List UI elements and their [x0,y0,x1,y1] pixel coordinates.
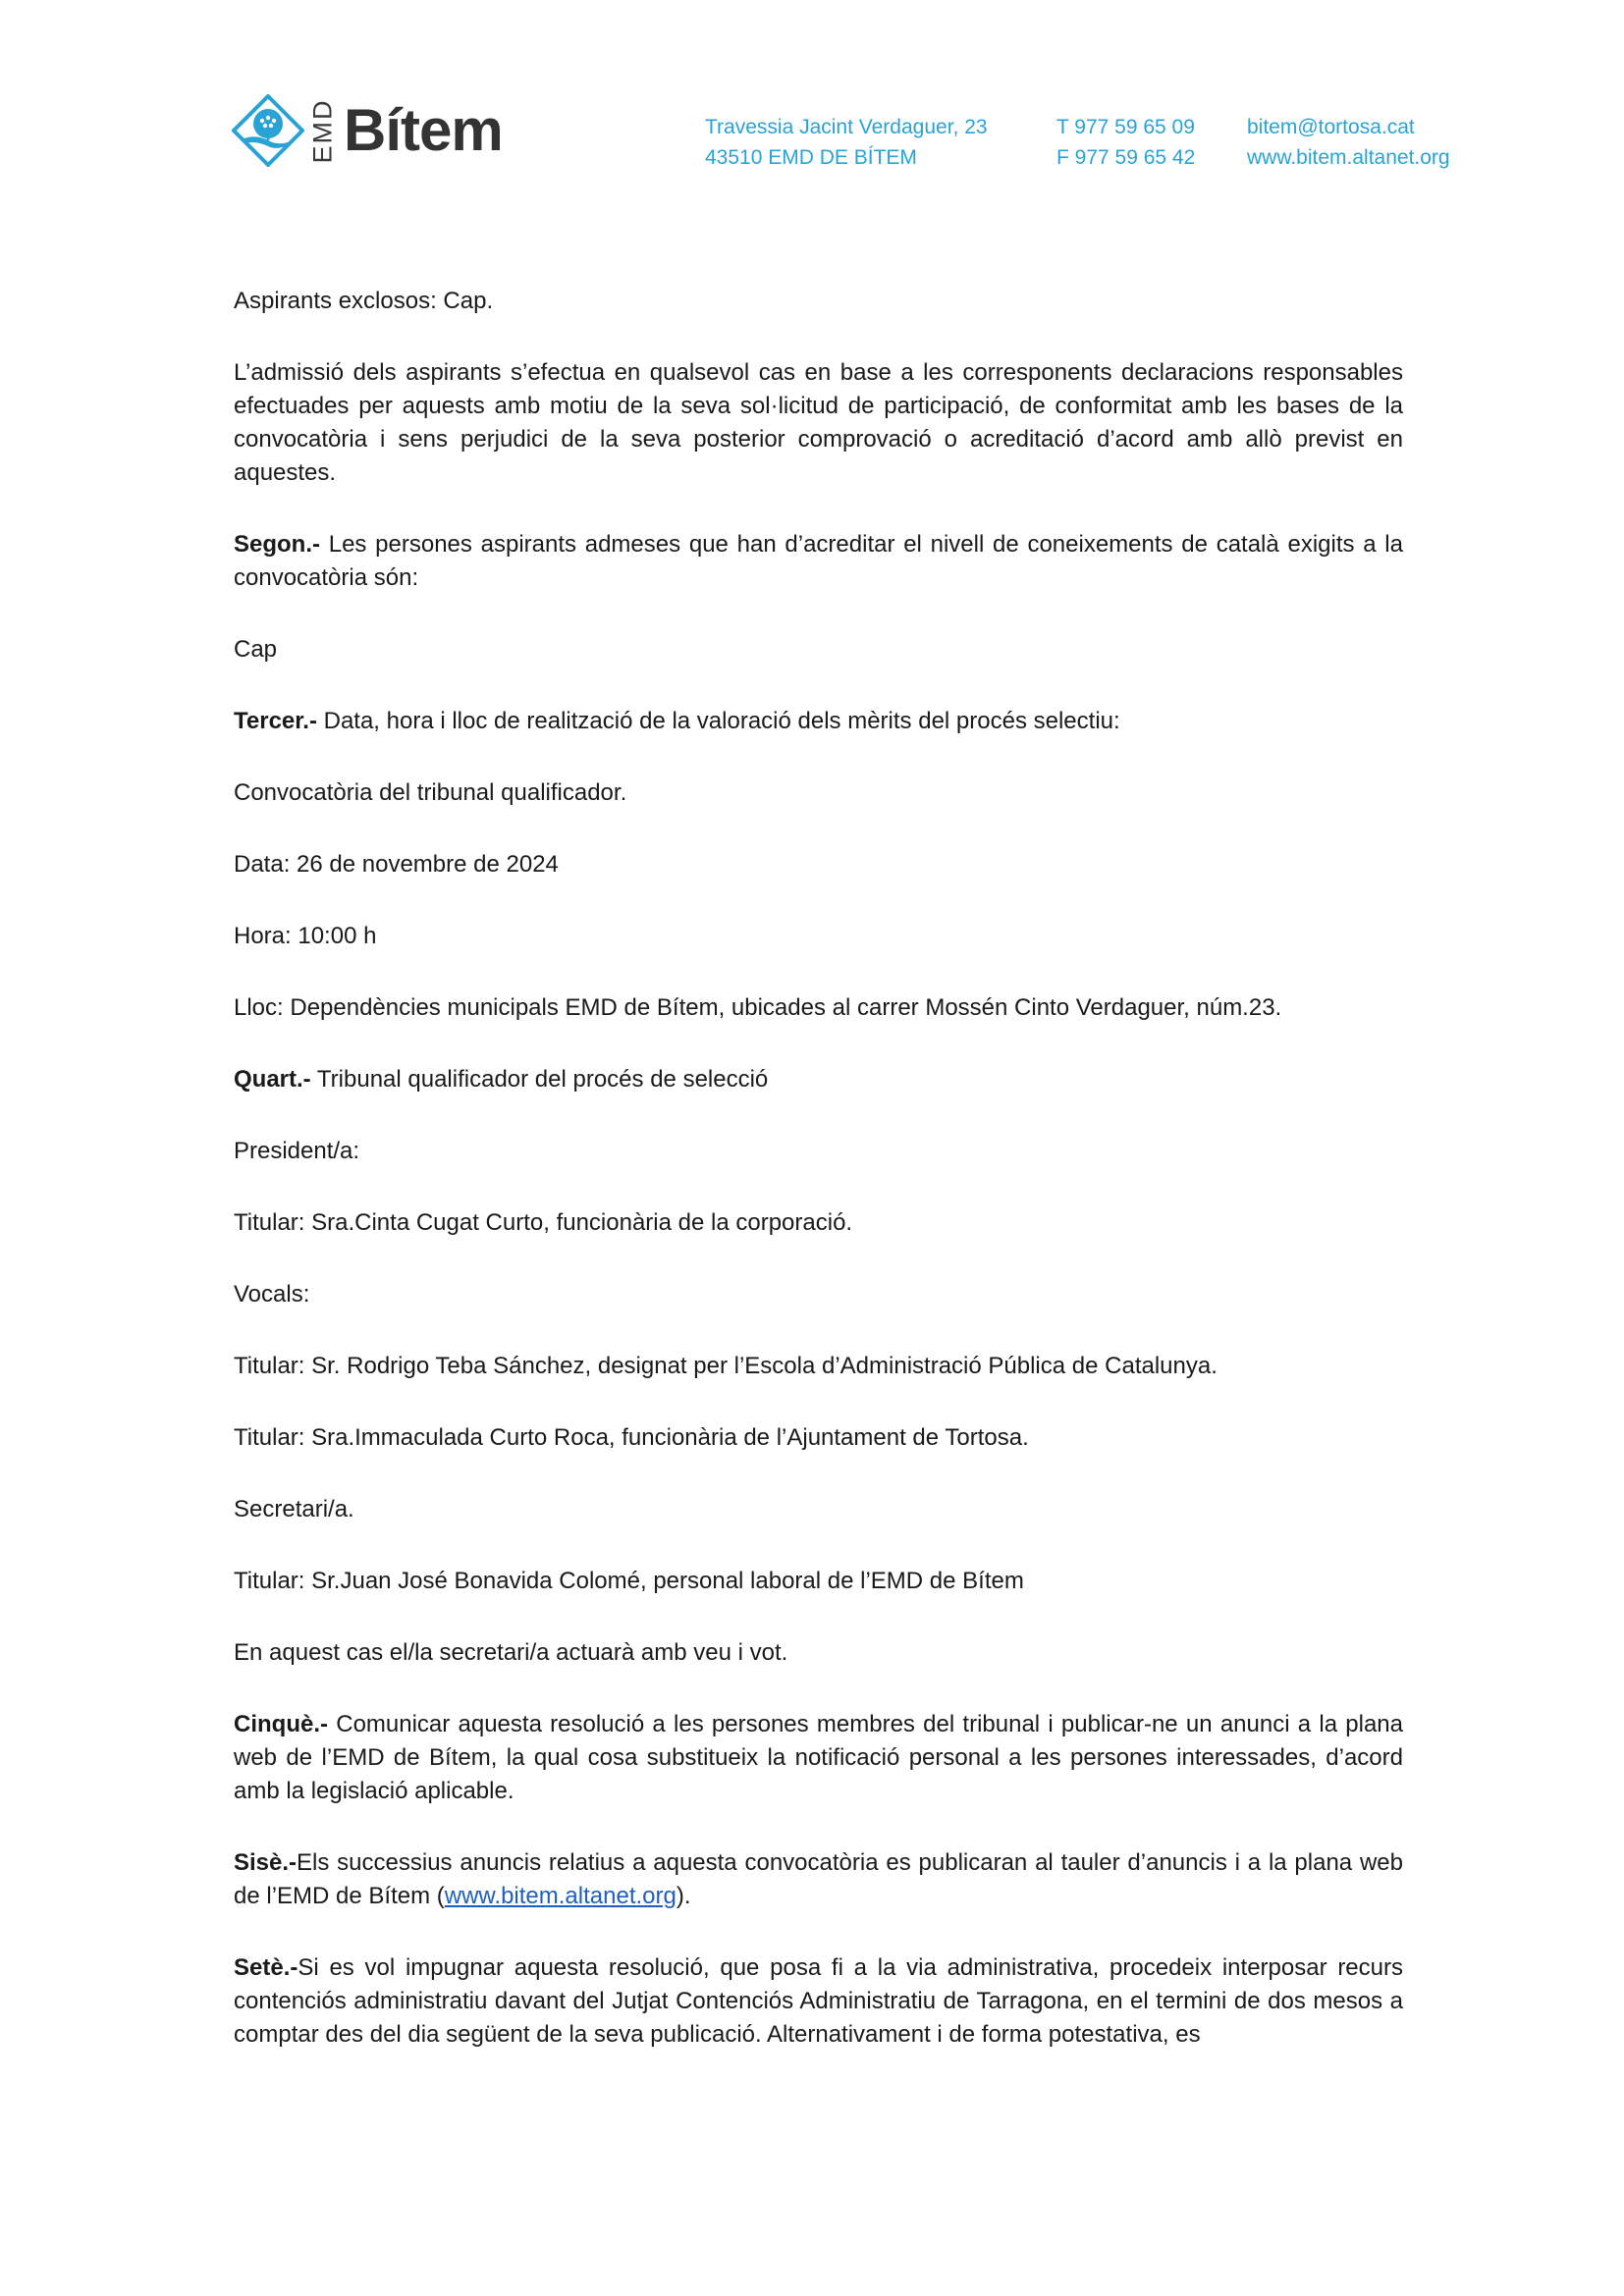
address-line-1: Travessia Jacint Verdaguer, 23 [705,116,988,138]
tercer-paragraph [234,705,1403,738]
email-address[interactable]: bitem@tortosa.cat [1247,116,1415,138]
date-paragraph: Data: 26 de novembre de 2024 [234,851,559,878]
vocal-titular-2: Titular: Sra.Immaculada Curto Roca, funcionària de l’Ajuntament de Tortosa. [234,1424,1029,1451]
quart-text: Tribunal qualificador del procés de selecció [310,1066,769,1093]
segon-text: Les persones aspirants admeses que han d’acreditar el nivell de coneixements de català exigits a la convocatòria són: [234,531,1403,591]
vote-paragraph: En aquest cas el/la secretari/a actuarà amb veu i vot. [234,1639,788,1666]
president-heading: President/a: [234,1138,360,1164]
emd-vertical-label: EMD [307,98,338,163]
sise-paragraph [234,1846,1403,1913]
secretary-titular: Titular: Sr.Juan José Bonavida Colomé, personal laboral de l’EMD de Bítem [234,1568,1024,1594]
sete-label: Setè.- [234,1954,298,1981]
sise-end: ). [676,1883,691,1909]
fax-number: F 977 59 65 42 [1056,146,1196,169]
quart-label: Quart.- [234,1066,311,1093]
vocal-titular-1: Titular: Sr. Rodrigo Teba Sánchez, designat per l’Escola d’Administració Pública de Catalunya. [234,1353,1218,1379]
address-block [705,112,988,173]
tercer-label: Tercer.- [234,708,317,734]
segon-label: Segon.- [234,531,320,558]
website-link[interactable]: www.bitem.altanet.org [444,1883,677,1909]
phone-number: T 977 59 65 09 [1056,116,1195,138]
convocatoria-paragraph: Convocatòria del tribunal qualificador. [234,779,627,806]
address-line-2: 43510 EMD DE BÍTEM [705,146,917,169]
cap-paragraph: Cap [234,636,278,663]
sete-paragraph [234,1951,1403,2052]
cinque-text: Comunicar aquesta resolució a les persones membres del tribunal i publicar-ne un anunci a la plana web de l’EMD de Bítem, la qual cosa substitueix la notificació personal a les persones interessades, d’acord amb la legislació aplicable. [234,1711,1403,1804]
phone-block [1056,112,1195,173]
time-paragraph: Hora: 10:00 h [234,923,377,949]
website-address[interactable]: www.bitem.altanet.org [1247,146,1450,169]
admission-paragraph: L’admissió dels aspirants s’efectua en qualsevol cas en base a les corresponents declaracions responsables efectuades per aquests amb motiu de la seva sol·licitud de participació, de conformitat amb les bases de la convocatòria i sens perjudici de la seva posterior comprovació o acreditació d’acord amb allò previst en aquestes. [234,359,1403,486]
cinque-label: Cinquè.- [234,1711,328,1737]
web-block [1247,112,1450,173]
document-body [234,285,1403,2090]
brand-name: Bítem [344,97,503,163]
cinque-paragraph [234,1708,1403,1808]
segon-paragraph [234,528,1403,595]
quart-paragraph [234,1063,1403,1096]
emd-bitem-logo-icon [232,92,304,169]
sise-text: Els successius anuncis relatius a aquesta convocatòria es publicaran al tauler d’anuncis i a la plana web de l’EMD de Bítem ( [234,1849,1403,1909]
secretary-heading: Secretari/a. [234,1496,354,1522]
sise-label: Sisè.- [234,1849,298,1876]
place-paragraph: Lloc: Dependències municipals EMD de Bítem, ubicades al carrer Mossén Cinto Verdaguer, núm.23. [234,994,1282,1021]
excluded-paragraph: Aspirants exclosos: Cap. [234,288,494,314]
tercer-text: Data, hora i lloc de realització de la valoració dels mèrits del procés selectiu: [316,708,1120,734]
sete-text: Si es vol impugnar aquesta resolució, que posa fi a la via administrativa, procedeix interposar recurs contenciós administratiu davant del Jutjat Contenciós Administratiu de Tarragona, en el termini de dos mesos a comptar des del dia següent de la seva publicació. Alternativament i de forma potestativa, es [234,1954,1403,2048]
vocals-heading: Vocals: [234,1281,310,1308]
president-titular: Titular: Sra.Cinta Cugat Curto, funcionària de la corporació. [234,1209,853,1236]
